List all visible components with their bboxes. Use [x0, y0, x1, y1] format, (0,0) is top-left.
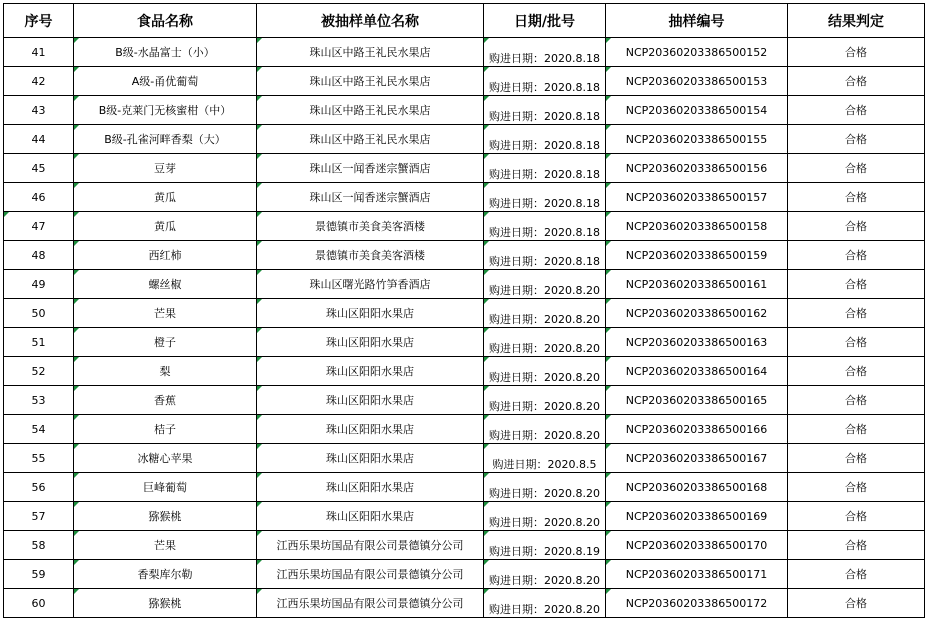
cell-seq[interactable]	[4, 502, 74, 531]
cell-sample-code[interactable]	[606, 96, 788, 125]
header-seq[interactable]: 序号	[4, 4, 74, 38]
cell-sample-code-text: NCP20360203386500163	[625, 335, 768, 349]
cell-result[interactable]	[788, 589, 925, 618]
cell-date-batch[interactable]	[484, 38, 606, 67]
cell-food-name[interactable]	[74, 560, 257, 589]
cell-sample-code-text: NCP20360203386500159	[625, 248, 768, 262]
cell-food-name-text: 桔子	[154, 423, 176, 436]
cell-food-name-text: B级-孔雀河畔香梨（大）	[104, 133, 226, 146]
cell-date-batch[interactable]	[484, 154, 606, 183]
header-sample-code[interactable]: 抽样编号	[606, 4, 788, 38]
cell-food-name[interactable]	[74, 357, 257, 386]
cell-sampled-unit[interactable]	[257, 212, 484, 241]
cell-sample-code[interactable]	[606, 299, 788, 328]
cell-food-name[interactable]	[74, 531, 257, 560]
table-row	[4, 96, 925, 125]
cell-seq[interactable]	[4, 154, 74, 183]
cell-date-batch[interactable]	[484, 299, 606, 328]
cell-sampled-unit[interactable]	[257, 154, 484, 183]
cell-food-name[interactable]	[74, 38, 257, 67]
cell-food-name[interactable]	[74, 67, 257, 96]
cell-sampled-unit-text: 珠山区阳阳水果店	[326, 307, 414, 320]
cell-result[interactable]	[788, 328, 925, 357]
cell-seq-text: 49	[31, 277, 46, 291]
cell-sampled-unit-text: 珠山区阳阳水果店	[326, 423, 414, 436]
cell-sample-code-text: NCP20360203386500166	[625, 422, 768, 436]
cell-sampled-unit-text: 珠山区一闻香迷宗蟹酒店	[309, 162, 431, 175]
cell-sampled-unit[interactable]	[257, 38, 484, 67]
cell-result-text: 合格	[845, 365, 867, 378]
cell-result[interactable]	[788, 125, 925, 154]
cell-date-batch-text: 购进日期：2020.8.19	[489, 545, 600, 558]
header-sampled-unit[interactable]: 被抽样单位名称	[257, 4, 484, 38]
cell-food-name[interactable]	[74, 125, 257, 154]
cell-result-text: 合格	[845, 133, 867, 146]
cell-sampled-unit[interactable]	[257, 241, 484, 270]
cell-sample-code[interactable]	[606, 154, 788, 183]
cell-sampled-unit-text: 景德镇市美食美客酒楼	[315, 220, 425, 233]
cell-date-batch[interactable]	[484, 125, 606, 154]
cell-result-text: 合格	[845, 162, 867, 175]
cell-sampled-unit-text: 珠山区一闻香迷宗蟹酒店	[309, 191, 431, 204]
cell-date-batch[interactable]	[484, 531, 606, 560]
cell-seq-text: 51	[31, 335, 46, 349]
cell-result[interactable]	[788, 183, 925, 212]
cell-sampled-unit[interactable]	[257, 357, 484, 386]
cell-date-batch[interactable]	[484, 386, 606, 415]
cell-sample-code-text: NCP20360203386500154	[625, 103, 768, 117]
table-row	[4, 560, 925, 589]
cell-food-name-text: 猕猴桃	[148, 597, 182, 610]
cell-seq[interactable]	[4, 560, 74, 589]
cell-sample-code[interactable]	[606, 212, 788, 241]
cell-sample-code[interactable]	[606, 241, 788, 270]
cell-date-batch-text: 购进日期：2020.8.18	[489, 226, 600, 239]
cell-food-name-text: 香蕉	[154, 394, 176, 407]
cell-seq[interactable]	[4, 415, 74, 444]
cell-date-batch-text: 购进日期：2020.8.20	[489, 574, 600, 587]
cell-result[interactable]	[788, 38, 925, 67]
cell-result[interactable]	[788, 212, 925, 241]
cell-seq[interactable]	[4, 444, 74, 473]
cell-sampled-unit[interactable]	[257, 531, 484, 560]
cell-food-name[interactable]	[74, 270, 257, 299]
cell-seq-text: 57	[31, 509, 46, 523]
cell-result-text: 合格	[845, 510, 867, 523]
cell-result[interactable]	[788, 444, 925, 473]
cell-date-batch[interactable]	[484, 560, 606, 589]
cell-sample-code[interactable]	[606, 328, 788, 357]
cell-sampled-unit[interactable]	[257, 96, 484, 125]
cell-sampled-unit-text: 景德镇市美食美客酒楼	[315, 249, 425, 262]
cell-sample-code-text: NCP20360203386500155	[625, 132, 768, 146]
cell-sample-code[interactable]	[606, 38, 788, 67]
cell-date-batch-text: 购进日期：2020.8.18	[489, 255, 600, 268]
cell-seq-text: 43	[31, 103, 46, 117]
cell-sampled-unit[interactable]	[257, 386, 484, 415]
cell-date-batch-text: 购进日期：2020.8.5	[492, 458, 597, 471]
cell-sample-code[interactable]	[606, 502, 788, 531]
cell-seq[interactable]	[4, 241, 74, 270]
header-date-batch[interactable]: 日期/批号	[484, 4, 606, 38]
cell-sample-code[interactable]	[606, 589, 788, 618]
cell-seq-text: 44	[31, 132, 46, 146]
cell-date-batch[interactable]	[484, 270, 606, 299]
cell-food-name[interactable]	[74, 502, 257, 531]
cell-sample-code-text: NCP20360203386500152	[625, 45, 768, 59]
cell-date-batch-text: 购进日期：2020.8.20	[489, 313, 600, 326]
cell-result-text: 合格	[845, 597, 867, 610]
table-row	[4, 589, 925, 618]
cell-food-name[interactable]	[74, 328, 257, 357]
cell-sampled-unit-text: 珠山区阳阳水果店	[326, 481, 414, 494]
cell-food-name[interactable]	[74, 473, 257, 502]
cell-result[interactable]	[788, 502, 925, 531]
cell-seq[interactable]	[4, 183, 74, 212]
cell-food-name-text: 西红柿	[148, 249, 182, 262]
cell-food-name-text: B级-水晶富士（小）	[115, 46, 215, 59]
cell-date-batch-text: 购进日期：2020.8.20	[489, 603, 600, 616]
cell-result-text: 合格	[845, 394, 867, 407]
cell-sample-code[interactable]	[606, 386, 788, 415]
cell-seq[interactable]	[4, 328, 74, 357]
cell-sampled-unit-text: 珠山区阳阳水果店	[326, 510, 414, 523]
cell-food-name-text: 巨峰葡萄	[143, 481, 187, 494]
cell-food-name[interactable]	[74, 415, 257, 444]
cell-date-batch[interactable]	[484, 241, 606, 270]
cell-result-text: 合格	[845, 220, 867, 233]
cell-food-name-text: 豆芽	[154, 162, 176, 175]
cell-sampled-unit[interactable]	[257, 328, 484, 357]
cell-sampled-unit-text: 珠山区中路王礼民水果店	[309, 104, 431, 117]
cell-sampled-unit-text: 珠山区阳阳水果店	[326, 394, 414, 407]
cell-food-name-text: 芒果	[154, 539, 176, 552]
cell-date-batch-text: 购进日期：2020.8.18	[489, 168, 600, 181]
cell-date-batch-text: 购进日期：2020.8.20	[489, 487, 600, 500]
cell-sampled-unit-text: 江西乐果坊国品有限公司景德镇分公司	[276, 568, 464, 581]
cell-food-name[interactable]	[74, 96, 257, 125]
cell-seq-text: 54	[31, 422, 46, 436]
cell-result[interactable]	[788, 473, 925, 502]
cell-sampled-unit-text: 珠山区中路王礼民水果店	[309, 133, 431, 146]
table-row	[4, 415, 925, 444]
cell-food-name[interactable]	[74, 444, 257, 473]
cell-result-text: 合格	[845, 481, 867, 494]
cell-sampled-unit-text: 珠山区中路王礼民水果店	[309, 75, 431, 88]
cell-seq-text: 42	[31, 74, 46, 88]
cell-date-batch-text: 购进日期：2020.8.20	[489, 516, 600, 529]
cell-date-batch-text: 购进日期：2020.8.20	[489, 371, 600, 384]
cell-seq-text: 48	[31, 248, 46, 262]
cell-seq[interactable]	[4, 357, 74, 386]
cell-date-batch[interactable]	[484, 183, 606, 212]
cell-seq-text: 60	[31, 596, 46, 610]
cell-sample-code-text: NCP20360203386500167	[625, 451, 768, 465]
header-row	[4, 4, 925, 38]
cell-result[interactable]	[788, 96, 925, 125]
cell-sample-code-text: NCP20360203386500161	[625, 277, 768, 291]
cell-food-name-text: 香梨库尔勒	[137, 568, 193, 581]
cell-sampled-unit[interactable]	[257, 560, 484, 589]
cell-seq[interactable]	[4, 125, 74, 154]
cell-result-text: 合格	[845, 307, 867, 320]
cell-seq[interactable]	[4, 589, 74, 618]
cell-result[interactable]	[788, 415, 925, 444]
cell-sampled-unit[interactable]	[257, 183, 484, 212]
table-row	[4, 241, 925, 270]
cell-food-name-text: 橙子	[154, 336, 176, 349]
cell-food-name[interactable]	[74, 241, 257, 270]
cell-date-batch[interactable]	[484, 212, 606, 241]
cell-result-text: 合格	[845, 336, 867, 349]
cell-seq[interactable]	[4, 473, 74, 502]
table-row	[4, 212, 925, 241]
cell-result-text: 合格	[845, 568, 867, 581]
table-row	[4, 357, 925, 386]
cell-seq[interactable]	[4, 299, 74, 328]
cell-sample-code-text: NCP20360203386500169	[625, 509, 768, 523]
cell-food-name-text: 芒果	[154, 307, 176, 320]
table-row	[4, 444, 925, 473]
cell-seq-text: 58	[31, 538, 46, 552]
cell-food-name-text: 黄瓜	[154, 191, 176, 204]
cell-result-text: 合格	[845, 539, 867, 552]
cell-result-text: 合格	[845, 452, 867, 465]
cell-sampled-unit-text: 江西乐果坊国品有限公司景德镇分公司	[276, 597, 464, 610]
cell-sampled-unit-text: 珠山区阳阳水果店	[326, 452, 414, 465]
cell-sample-code-text: NCP20360203386500168	[625, 480, 768, 494]
cell-food-name[interactable]	[74, 299, 257, 328]
cell-result[interactable]	[788, 67, 925, 96]
table-row	[4, 328, 925, 357]
cell-date-batch-text: 购进日期：2020.8.18	[489, 52, 600, 65]
cell-sample-code-text: NCP20360203386500164	[625, 364, 768, 378]
table-row	[4, 473, 925, 502]
cell-sampled-unit[interactable]	[257, 444, 484, 473]
cell-seq[interactable]	[4, 386, 74, 415]
cell-sample-code[interactable]	[606, 415, 788, 444]
cell-sample-code-text: NCP20360203386500170	[625, 538, 768, 552]
table-row	[4, 299, 925, 328]
table-row	[4, 67, 925, 96]
cell-result[interactable]	[788, 270, 925, 299]
cell-date-batch-text: 购进日期：2020.8.20	[489, 400, 600, 413]
cell-sample-code-text: NCP20360203386500156	[625, 161, 768, 175]
cell-food-name[interactable]	[74, 386, 257, 415]
cell-seq-text: 52	[31, 364, 46, 378]
table-row	[4, 154, 925, 183]
cell-result-text: 合格	[845, 191, 867, 204]
cell-sample-code[interactable]	[606, 125, 788, 154]
table-row	[4, 183, 925, 212]
cell-seq-text: 56	[31, 480, 46, 494]
cell-food-name-text: 梨	[159, 365, 171, 378]
cell-sample-code[interactable]	[606, 67, 788, 96]
cell-date-batch[interactable]	[484, 357, 606, 386]
cell-result-text: 合格	[845, 75, 867, 88]
cell-seq-text: 41	[31, 45, 46, 59]
cell-seq-text: 47	[31, 219, 46, 233]
cell-sampled-unit[interactable]	[257, 67, 484, 96]
cell-sampled-unit[interactable]	[257, 589, 484, 618]
cell-date-batch[interactable]	[484, 328, 606, 357]
cell-date-batch-text: 购进日期：2020.8.20	[489, 284, 600, 297]
table-row	[4, 270, 925, 299]
cell-sampled-unit[interactable]	[257, 299, 484, 328]
table-row	[4, 502, 925, 531]
cell-sample-code-text: NCP20360203386500172	[625, 596, 768, 610]
header-food-name[interactable]: 食品名称	[74, 4, 257, 38]
cell-food-name[interactable]	[74, 589, 257, 618]
header-result[interactable]: 结果判定	[788, 4, 925, 38]
table-row	[4, 386, 925, 415]
cell-date-batch[interactable]	[484, 502, 606, 531]
cell-date-batch-text: 购进日期：2020.8.18	[489, 139, 600, 152]
cell-date-batch[interactable]	[484, 67, 606, 96]
cell-result[interactable]	[788, 299, 925, 328]
cell-sample-code[interactable]	[606, 183, 788, 212]
cell-seq[interactable]	[4, 67, 74, 96]
cell-result-text: 合格	[845, 423, 867, 436]
cell-sample-code-text: NCP20360203386500171	[625, 567, 768, 581]
cell-result-text: 合格	[845, 249, 867, 262]
cell-seq-text: 50	[31, 306, 46, 320]
cell-seq[interactable]	[4, 96, 74, 125]
cell-date-batch-text: 购进日期：2020.8.20	[489, 429, 600, 442]
cell-sample-code-text: NCP20360203386500162	[625, 306, 768, 320]
table-row	[4, 38, 925, 67]
cell-date-batch[interactable]	[484, 444, 606, 473]
cell-sample-code-text: NCP20360203386500158	[625, 219, 768, 233]
cell-result[interactable]	[788, 386, 925, 415]
cell-food-name-text: 猕猴桃	[148, 510, 182, 523]
cell-food-name-text: 黄瓜	[154, 220, 176, 233]
cell-seq-text: 55	[31, 451, 46, 465]
cell-seq[interactable]	[4, 270, 74, 299]
cell-food-name[interactable]	[74, 154, 257, 183]
cell-sample-code[interactable]	[606, 270, 788, 299]
cell-sample-code-text: NCP20360203386500157	[625, 190, 768, 204]
cell-sampled-unit-text: 珠山区曙光路竹笋香酒店	[309, 278, 431, 291]
cell-seq[interactable]	[4, 531, 74, 560]
cell-sampled-unit[interactable]	[257, 502, 484, 531]
cell-food-name-text: B级-克莱门无核蜜柑（中）	[98, 104, 232, 117]
cell-seq-text: 45	[31, 161, 46, 175]
cell-result[interactable]	[788, 154, 925, 183]
cell-sampled-unit[interactable]	[257, 415, 484, 444]
cell-date-batch-text: 购进日期：2020.8.18	[489, 197, 600, 210]
cell-date-batch[interactable]	[484, 473, 606, 502]
cell-result[interactable]	[788, 560, 925, 589]
cell-sample-code[interactable]	[606, 473, 788, 502]
cell-seq-text: 59	[31, 567, 46, 581]
cell-sampled-unit-text: 珠山区阳阳水果店	[326, 336, 414, 349]
cell-result[interactable]	[788, 531, 925, 560]
cell-sampled-unit[interactable]	[257, 473, 484, 502]
cell-result-text: 合格	[845, 278, 867, 291]
cell-seq[interactable]	[4, 38, 74, 67]
cell-sampled-unit[interactable]	[257, 125, 484, 154]
cell-sampled-unit[interactable]	[257, 270, 484, 299]
cell-food-name-text: 螺丝椒	[148, 278, 182, 291]
cell-sample-code-text: NCP20360203386500165	[625, 393, 768, 407]
cell-sampled-unit-text: 珠山区阳阳水果店	[326, 365, 414, 378]
cell-result[interactable]	[788, 357, 925, 386]
cell-sampled-unit-text: 珠山区中路王礼民水果店	[309, 46, 431, 59]
cell-food-name[interactable]	[74, 212, 257, 241]
cell-seq[interactable]	[4, 212, 74, 241]
cell-seq-text: 46	[31, 190, 46, 204]
cell-date-batch-text: 购进日期：2020.8.18	[489, 81, 600, 94]
cell-sampled-unit-text: 江西乐果坊国品有限公司景德镇分公司	[276, 539, 464, 552]
cell-sample-code[interactable]	[606, 560, 788, 589]
table-row	[4, 531, 925, 560]
cell-date-batch[interactable]	[484, 96, 606, 125]
cell-food-name-text: 冰糖心苹果	[137, 452, 193, 465]
cell-date-batch-text: 购进日期：2020.8.20	[489, 342, 600, 355]
cell-result-text: 合格	[845, 46, 867, 59]
cell-result[interactable]	[788, 241, 925, 270]
table-row	[4, 125, 925, 154]
cell-sample-code[interactable]	[606, 531, 788, 560]
cell-date-batch[interactable]	[484, 415, 606, 444]
cell-seq-text: 53	[31, 393, 46, 407]
inspection-results-table	[3, 3, 925, 618]
cell-food-name-text: A级-甬优葡萄	[131, 75, 199, 88]
cell-sample-code-text: NCP20360203386500153	[625, 74, 768, 88]
cell-result-text: 合格	[845, 104, 867, 117]
cell-food-name[interactable]	[74, 183, 257, 212]
cell-date-batch-text: 购进日期：2020.8.18	[489, 110, 600, 123]
cell-sample-code[interactable]	[606, 444, 788, 473]
cell-sample-code[interactable]	[606, 357, 788, 386]
cell-date-batch[interactable]	[484, 589, 606, 618]
